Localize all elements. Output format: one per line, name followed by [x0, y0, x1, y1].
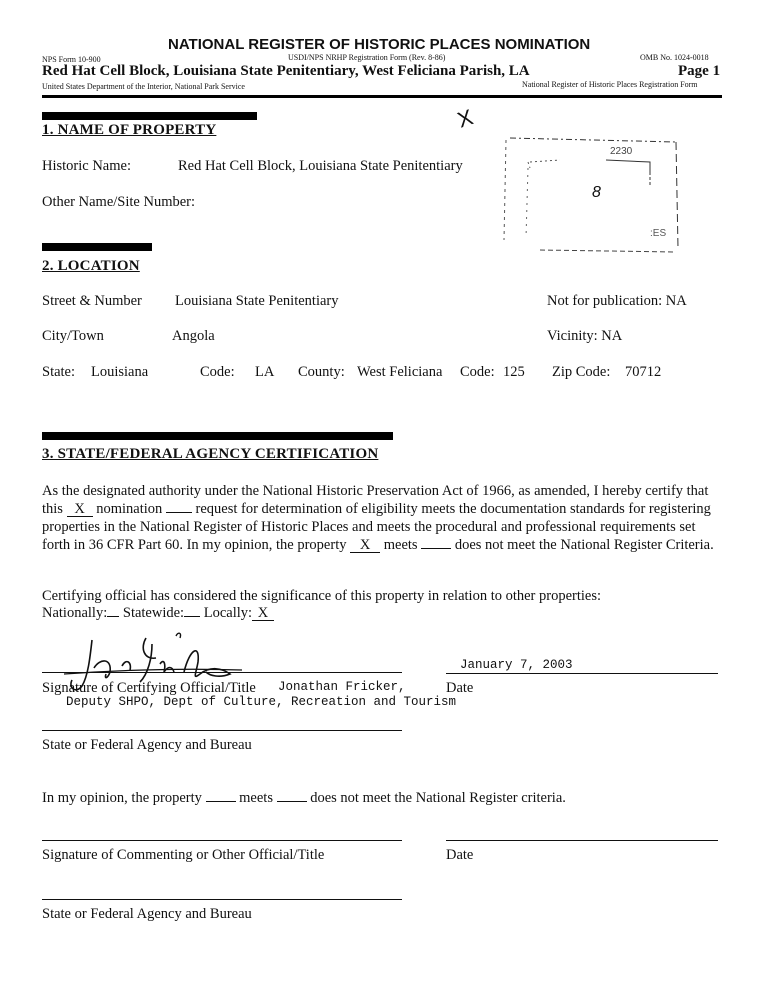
locally-label: Locally: — [203, 605, 253, 621]
certification-text-2: nomination — [96, 501, 163, 517]
agency-line — [42, 730, 402, 731]
historic-name-label: Historic Name: — [42, 158, 131, 174]
property-header-line: Red Hat Cell Block, Louisiana State Penitentiary, West Feliciana Parish, LA — [42, 63, 530, 79]
opinion-line — [42, 790, 566, 807]
commenting-label: Signature of Commenting or Other Official/Title — [42, 847, 325, 863]
request-check — [166, 512, 192, 513]
section-3-title: 3. STATE/FEDERAL AGENCY CERTIFICATION — [42, 446, 379, 462]
certifying-date-line — [446, 673, 718, 674]
certifier-title: Deputy SHPO, Dept of Culture, Recreation and Tourism — [66, 695, 457, 709]
other-name-label: Other Name/Site Number: — [42, 194, 196, 210]
significance-text: Certifying official has considered the significance of this property in relation to other properties: — [42, 588, 602, 604]
street-label: Street & Number — [42, 293, 142, 309]
nationally-check — [107, 616, 119, 617]
opinion-text-2: meets — [239, 790, 273, 806]
opinion-text-1: In my opinion, the property — [42, 790, 202, 806]
opinion-text-3: does not meet the National Register criteria. — [310, 790, 566, 806]
department-label: United States Department of the Interior, National Park Service — [42, 82, 245, 91]
stamp-code-fragment: :ES — [650, 228, 667, 239]
meets-check: X — [350, 538, 380, 553]
certification-text-4: meets — [383, 537, 418, 553]
state-value: Louisiana — [91, 364, 149, 380]
street-value: Louisiana State Penitentiary — [175, 293, 339, 309]
does-not-meet-check — [421, 548, 451, 549]
certification-paragraph — [42, 482, 722, 554]
state-code-value: LA — [255, 364, 275, 380]
county-label: County: — [298, 364, 345, 380]
commenting-date-label: Date — [446, 847, 474, 863]
locally-check: X — [252, 606, 274, 621]
opinion-does-not-meet-check — [277, 801, 307, 802]
certifier-name: Jonathan Fricker, — [278, 680, 406, 694]
stamp-x-mark: X — [454, 104, 477, 133]
certification-text-3: request for determination of eligibility meets the documentation standards for registering properties in the National Register of Historic Places and meets the procedural and professional requirements set forth in 36 CFR Part 60. In my opinion, the property — [42, 501, 711, 553]
agency-line-2 — [42, 899, 402, 900]
section-2-title: 2. LOCATION — [42, 258, 140, 274]
registration-form-revision: USDI/NPS NRHP Registration Form (Rev. 8-86) — [288, 53, 446, 62]
form-main-title: NATIONAL REGISTER OF HISTORIC PLACES NOMINATION — [168, 36, 591, 53]
section-2-bar — [42, 243, 152, 251]
stamp-date-fragment: 2230 — [610, 146, 633, 157]
register-form-label: National Register of Historic Places Registration Form — [522, 80, 698, 89]
form-number: NPS Form 10-900 — [42, 55, 101, 64]
section-3-bar — [42, 432, 393, 440]
city-value: Angola — [172, 328, 215, 344]
omb-number: OMB No. 1024-0018 — [640, 53, 709, 62]
statewide-label: Statewide: — [122, 605, 185, 621]
certifying-signature-line — [42, 672, 402, 673]
vicinity: Vicinity: NA — [547, 328, 623, 344]
certification-text-1: As the designated authority under the National Historic Preservation Act of 1966, as amended, I hereby certify that this — [42, 483, 709, 517]
state-label: State: — [42, 364, 76, 380]
opinion-meets-check — [206, 801, 236, 802]
certification-date: January 7, 2003 — [460, 658, 573, 672]
stamp-number: 8 — [592, 184, 601, 201]
certification-text-5: does not meet the National Register Criteria. — [454, 537, 714, 553]
agency-label-2: State or Federal Agency and Bureau — [42, 906, 252, 922]
nomination-check: X — [67, 502, 93, 517]
not-for-publication: Not for publication: NA — [547, 293, 687, 309]
county-code-value: 125 — [503, 364, 525, 380]
zip-value: 70712 — [625, 364, 662, 380]
county-code-label: Code: — [460, 364, 495, 380]
section-1-bar — [42, 112, 257, 120]
signature-label: Signature of Certifying Official/Title — [42, 680, 256, 696]
city-label: City/Town — [42, 328, 104, 344]
section-1-title: 1. NAME OF PROPERTY — [42, 122, 217, 138]
commenting-signature-line — [42, 840, 402, 841]
state-code-label: Code: — [200, 364, 235, 380]
date-label: Date — [446, 680, 474, 696]
nationally-label: Nationally: — [42, 605, 108, 621]
statewide-check — [184, 616, 200, 617]
commenting-date-line — [446, 840, 718, 841]
header-divider — [42, 95, 722, 98]
historic-name-value: Red Hat Cell Block, Louisiana State Penitentiary — [178, 158, 463, 174]
county-value: West Feliciana — [357, 364, 443, 380]
agency-label: State or Federal Agency and Bureau — [42, 737, 252, 753]
page-label: Page 1 — [678, 63, 721, 79]
zip-label: Zip Code: — [552, 364, 611, 380]
